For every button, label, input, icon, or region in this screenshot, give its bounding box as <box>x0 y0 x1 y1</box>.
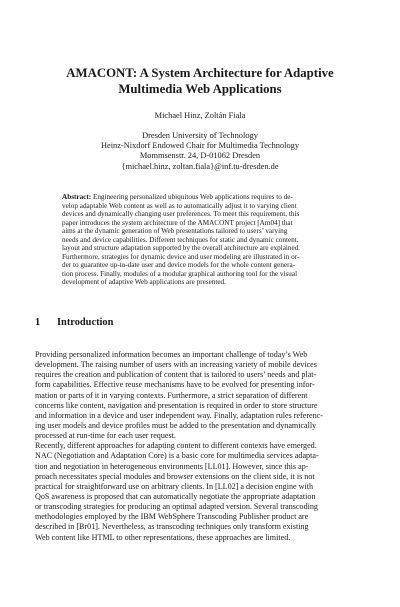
affiliation-block <box>20 131 380 172</box>
body-line: requires the creation and publication of content that is tailored to users’ needs and plat- <box>35 370 317 380</box>
abstract-line: der to guarantee up-to-date user and device models for the whole content genera- <box>62 261 296 269</box>
body-line: NAC (Negotiation and Adaptation Core) is a basic core for multimedia services adapta- <box>35 451 319 461</box>
abstract-line: Furthermore, strategies for dynamic device and user modeling are illustrated in or- <box>62 252 300 261</box>
body-line: or transcoding strategies for producing an optimal adapted version. Several transcoding <box>35 502 318 512</box>
body-line: tion and negotiation in heterogeneous environments [LL01]. However, since this ap- <box>35 461 309 471</box>
body-line: Recently, different approaches for adapting content to different contexts have emerged. <box>35 441 317 451</box>
abstract-line: paper introduces the system architecture of the AMACONT project [Am04] that <box>62 218 293 227</box>
abstract-label: Abstract: <box>62 193 92 201</box>
affiliation-line: Dresden University of Technology <box>142 131 258 140</box>
abstract-line: needs and device capabilities. Different techniques for static and dynamic content, <box>62 235 299 244</box>
abstract <box>62 193 339 287</box>
body-line: methodologies employed by the IBM WebSphere Transcoding Publisher product are <box>35 512 309 522</box>
body-line: practical for straightforward use on arbitrary clients. In [LL02] a decision engine with <box>35 481 314 491</box>
body-line: development. The raising number of users with an increasing variety of mobile devices <box>35 360 317 370</box>
abstract-text: Engineering personalized ubiquitous Web applications requires to de- <box>92 193 293 201</box>
abstract-line: layout and structure adaptation supported by the overall architecture are explained. <box>62 244 301 252</box>
title-line: AMACONT: A System Architecture for Adaptive <box>66 66 334 80</box>
affiliation-email: {michael.hinz, zoltan.fiala}@inf.tu-dresden.de <box>121 161 279 171</box>
affiliation-line: Heinz-Nixdorf Endowed Chair for Multimedia Technology <box>100 141 300 151</box>
abstract-line: aims at the dynamic generation of Web presentations tailored to users’ varying <box>62 227 288 235</box>
body-line: QoS awareness is proposed that can automatically negotiate the appropriate adaptation <box>35 491 316 501</box>
section-title: Introduction <box>57 317 114 328</box>
title-line: Multimedia Web Applications <box>118 82 282 96</box>
body-line: mation or parts of it in varying contexts. Furthermore, a strict separation of different <box>35 390 308 400</box>
body-line: Providing personalized information becomes an important challenge of today’s Web <box>35 350 308 359</box>
abstract-line: devices and dynamically changing user preferences. To meet this requirement, this <box>62 210 300 218</box>
paper-title <box>20 65 380 97</box>
body-line: proach necessitates special modules and browser extensions on the client side, it is not <box>35 471 315 481</box>
body-line: and information in a device and user independent way. Finally, adaptation rules referenc- <box>35 410 323 420</box>
abstract-line: tion process. Finally, modules of a modular graphical authoring tool for the visual <box>62 269 298 278</box>
body-line: ing user models and device profiles must be added to the presentation and dynamically <box>35 420 317 430</box>
body-line: described in [Br01]. Nevertheless, as transcoding techniques only transform existing <box>35 522 309 532</box>
section-number: 1 <box>35 317 41 328</box>
affiliation-line: Mommsenstr. 24, D-01062 Dresden <box>139 151 261 161</box>
body-line: form capabilities. Effective reuse mechanisms have to be evolved for presenting infor- <box>35 380 315 390</box>
section-heading <box>35 317 113 329</box>
body-text <box>35 350 365 543</box>
abstract-line: development of adaptive Web applications are presented. <box>62 278 226 286</box>
author-names: Michael Hinz, Zoltán Fiala <box>154 111 246 120</box>
body-line: processed at run-time for each user request. <box>35 431 176 441</box>
body-line: Web content like HTML to other representations, these approaches are limited. <box>35 532 291 542</box>
body-line: concerns like content, navigation and presentation is required in order to store structure <box>35 400 318 410</box>
abstract-line <box>62 193 339 202</box>
abstract-line: velop adaptable Web content as well as to automatically adjust it to varying client <box>62 201 297 210</box>
